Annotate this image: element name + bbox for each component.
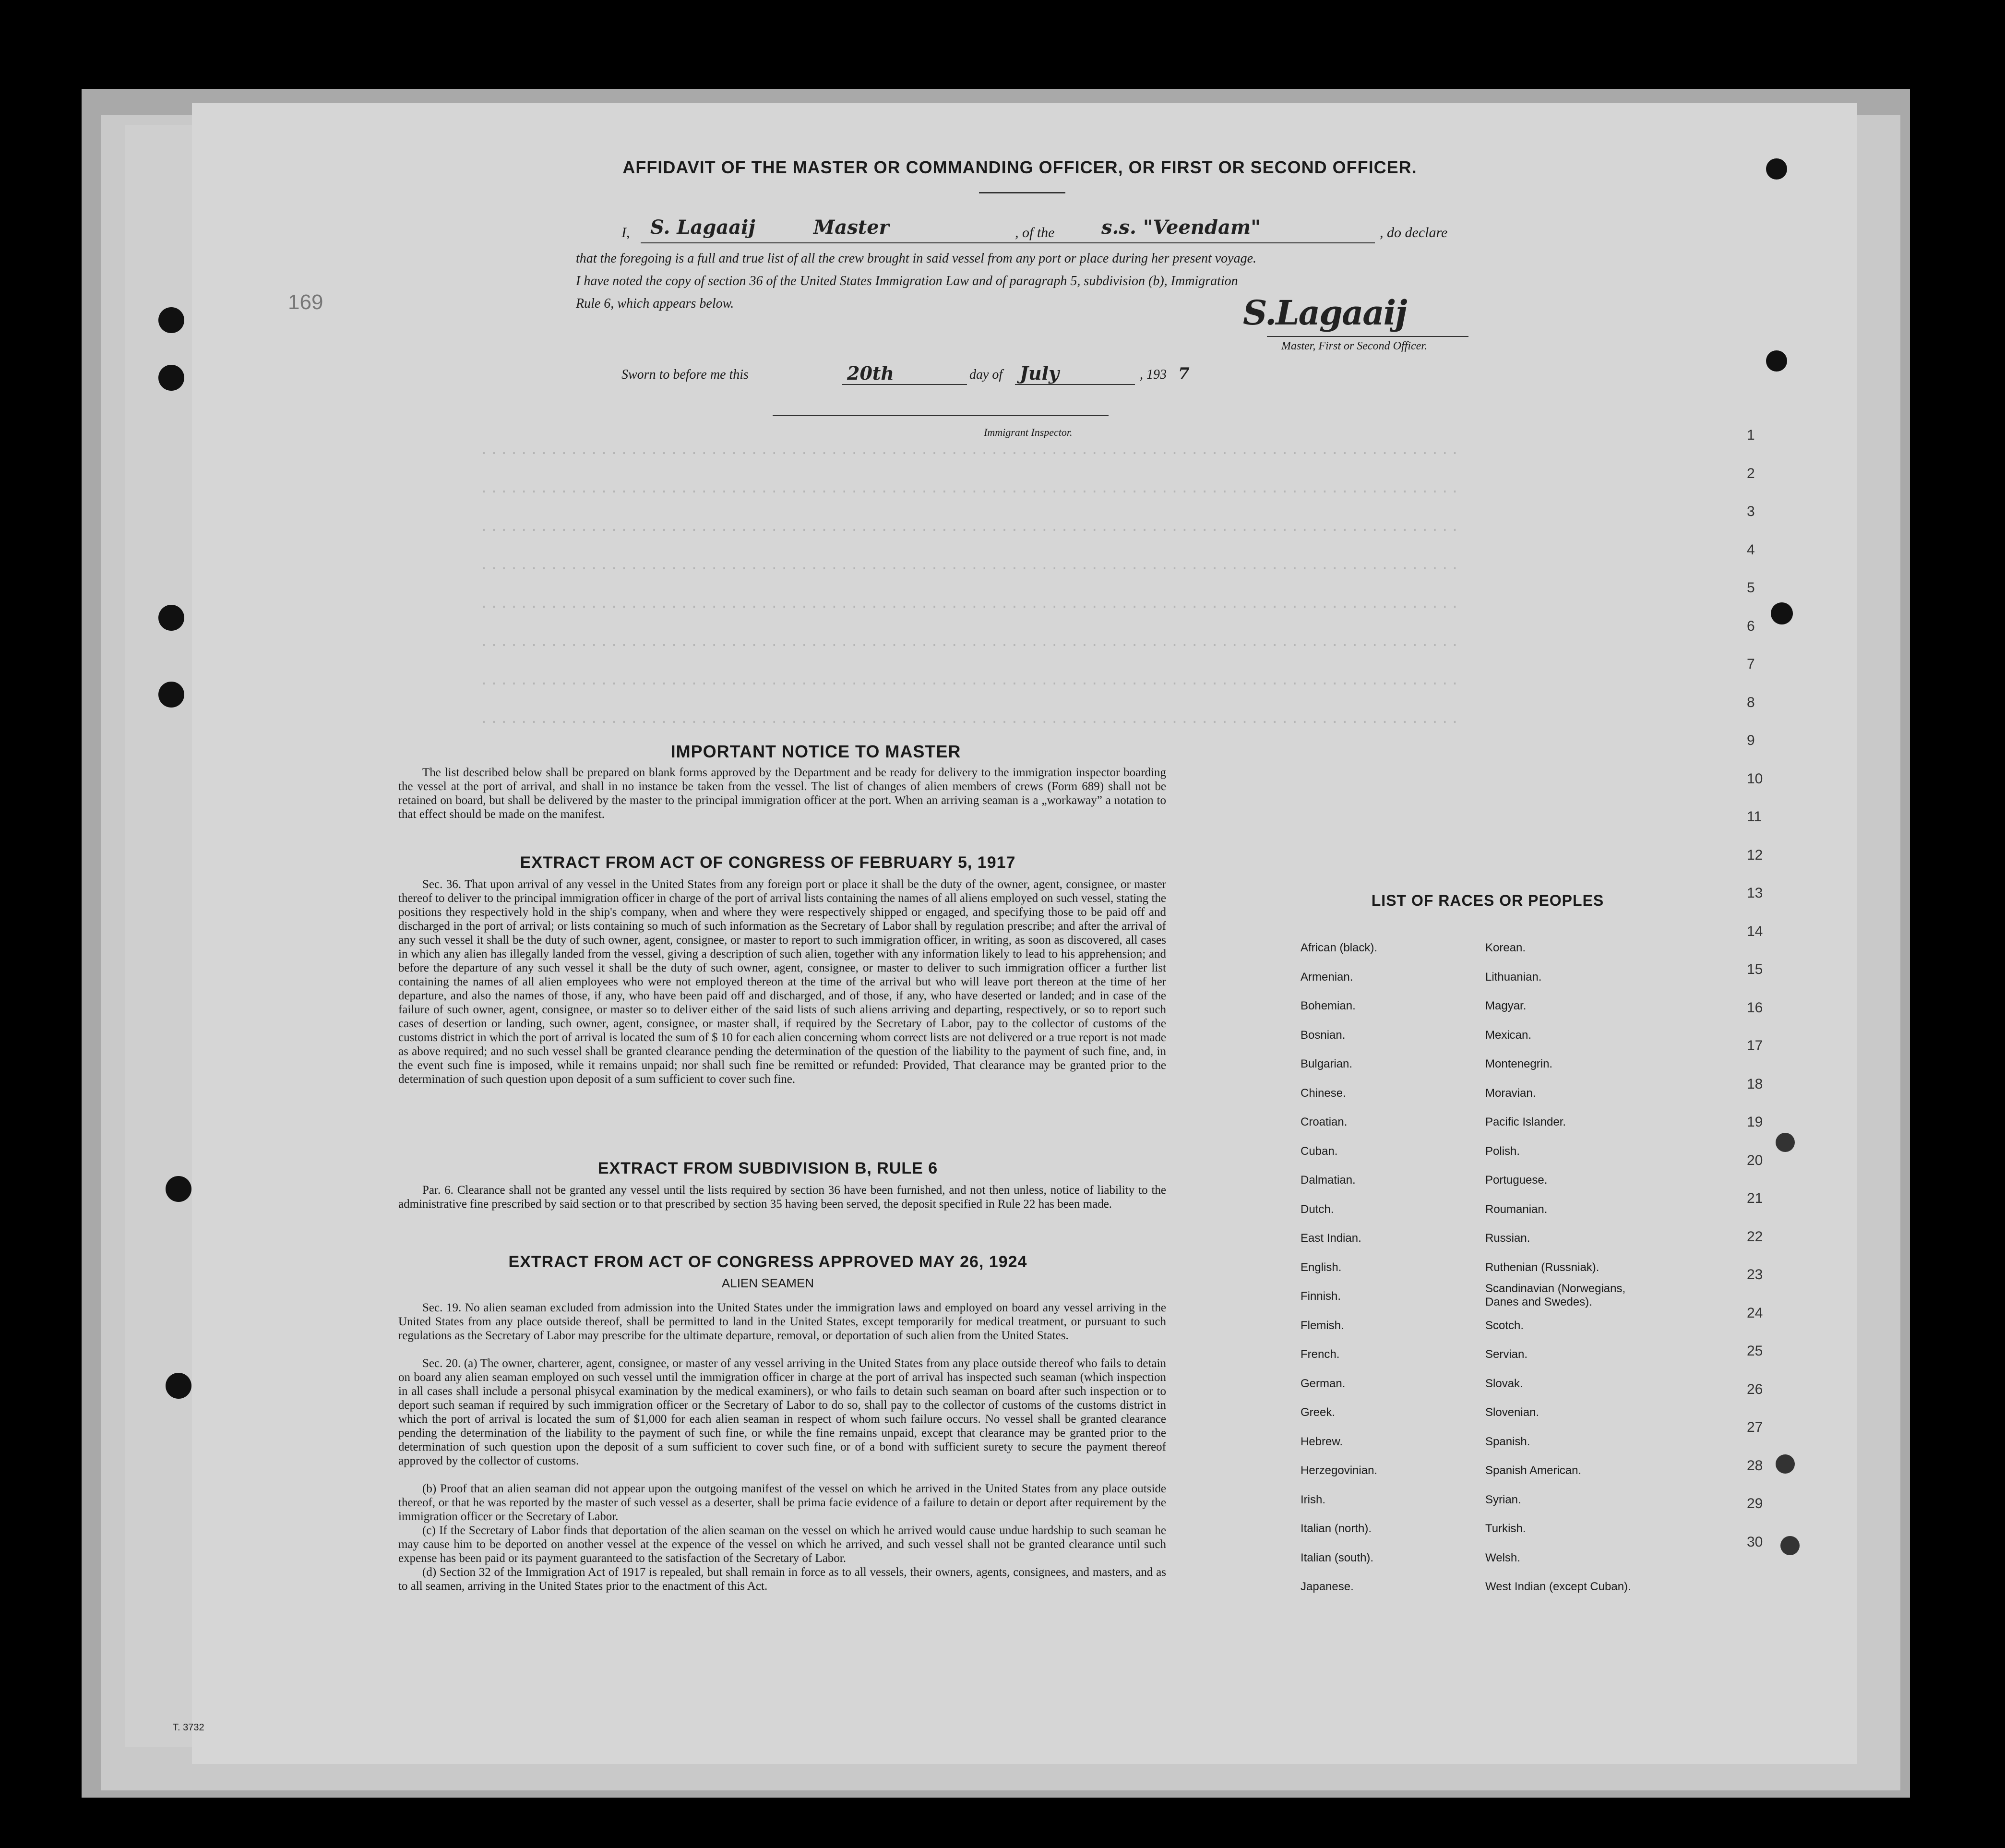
- race-item: English.: [1301, 1260, 1342, 1274]
- punch-hole: [1780, 1536, 1800, 1555]
- row-number: 2: [1747, 465, 1755, 481]
- row-number: 19: [1747, 1114, 1763, 1130]
- race-item: Bohemian.: [1301, 999, 1356, 1012]
- row-number: 9: [1747, 732, 1755, 748]
- race-item: Finnish.: [1301, 1290, 1341, 1303]
- row-number: 7: [1747, 656, 1755, 672]
- punch-hole: [1771, 602, 1793, 624]
- race-item: Spanish American.: [1485, 1464, 1582, 1477]
- of-the-label: , of the: [1015, 225, 1055, 240]
- row-number: 5: [1747, 580, 1755, 596]
- bleed-through-text: ..................................................................................................: [480, 518, 1461, 534]
- race-item: Chinese.: [1301, 1086, 1346, 1100]
- race-item: Moravian.: [1485, 1086, 1536, 1100]
- act-1924-title: EXTRACT FROM ACT OF CONGRESS APPROVED MAY 26, 1924: [508, 1253, 1027, 1271]
- act-1924-subtitle: ALIEN SEAMEN: [721, 1276, 814, 1290]
- race-item: Herzegovinian.: [1301, 1464, 1378, 1477]
- race-item: Syrian.: [1485, 1493, 1521, 1506]
- race-item: African (black).: [1301, 941, 1378, 954]
- row-number: 18: [1747, 1076, 1763, 1092]
- fill-rule: [1015, 384, 1135, 385]
- rule-6-title: EXTRACT FROM SUBDIVISION B, RULE 6: [597, 1159, 938, 1177]
- row-number: 25: [1747, 1343, 1763, 1359]
- year-suffix: 7: [1178, 364, 1190, 384]
- row-number: 4: [1747, 541, 1755, 558]
- race-item: Armenian.: [1301, 970, 1353, 984]
- row-number: 6: [1747, 618, 1755, 634]
- race-item: Italian (south).: [1301, 1551, 1374, 1564]
- race-item: Montenegrin.: [1485, 1057, 1553, 1070]
- year-prefix: , 193: [1140, 367, 1167, 382]
- day-of-label: day of: [969, 367, 1003, 382]
- punch-hole: [166, 1373, 191, 1399]
- sheet-number: 169: [288, 290, 323, 314]
- do-declare-label: , do declare: [1380, 225, 1448, 240]
- row-number: 21: [1747, 1190, 1763, 1206]
- vessel-name: s.s. "Veendam": [1101, 216, 1261, 239]
- race-item: Scotch.: [1485, 1319, 1524, 1332]
- inspector-caption: Immigrant Inspector.: [984, 426, 1073, 438]
- race-item: Slovak.: [1485, 1377, 1523, 1390]
- row-number: 20: [1747, 1152, 1763, 1168]
- race-item: Ruthenian (Russniak).: [1485, 1260, 1599, 1274]
- races-title: LIST OF RACES OR PEOPLES: [1371, 892, 1604, 909]
- row-number: 28: [1747, 1457, 1763, 1474]
- row-number: 26: [1747, 1381, 1763, 1397]
- act-1924-sec20c: (c) If the Secretary of Labor finds that deportation of the alien seaman on the vessel on which he arrived would cause undue hardship to such seaman he may cause him to be deported on another vessel at the expence of the vessel on which he arrived, and such vessel shall not be granted clearance until such expense has been paid or its payment guaranteed to the satisfaction of the Secretary of Labor.: [398, 1524, 1166, 1565]
- race-item: Portuguese.: [1485, 1174, 1548, 1187]
- race-item: Magyar.: [1485, 999, 1527, 1012]
- race-item: Dutch.: [1301, 1202, 1334, 1216]
- row-number: 13: [1747, 885, 1763, 901]
- race-item: Bulgarian.: [1301, 1057, 1353, 1070]
- row-number: 15: [1747, 961, 1763, 977]
- sworn-month: July: [1020, 362, 1060, 384]
- form-code: T. 3732: [173, 1722, 204, 1733]
- row-number: 29: [1747, 1496, 1763, 1512]
- race-item: Servian.: [1485, 1348, 1528, 1361]
- affidavit-line2: that the foregoing is a full and true list of all the crew brought in said vessel from any port or place during her present voyage.: [576, 251, 1257, 266]
- bleed-through-text: ..................................................................................................: [480, 480, 1461, 496]
- race-item: Mexican.: [1485, 1028, 1532, 1042]
- row-number: 3: [1747, 504, 1755, 519]
- inspector-rule: [773, 415, 1109, 416]
- race-item: Spanish.: [1485, 1435, 1530, 1448]
- act-1924-sec20b: (b) Proof that an alien seaman did not appear upon the outgoing manifest of the vessel on which he arrived in the United States from any place outside thereof, or that he was reported by the master of such vessel as a deserter, shall be prima facie evidence of a failure to detain or deport after requirement by the immigration officer or the Secretary of Labor.: [398, 1482, 1166, 1523]
- race-item: German.: [1301, 1377, 1346, 1390]
- signature-caption: Master, First or Second Officer.: [1281, 340, 1427, 352]
- race-item: Hebrew.: [1301, 1435, 1343, 1448]
- signature-rule: [1267, 336, 1468, 337]
- races-right-column: [1485, 934, 1696, 1602]
- race-item: Welsh.: [1485, 1551, 1520, 1564]
- race-item: Flemish.: [1301, 1319, 1344, 1332]
- race-item: Dalmatian.: [1301, 1174, 1356, 1187]
- race-item: Lithuanian.: [1485, 970, 1542, 984]
- bleed-through-text: ..................................................................................................: [480, 557, 1461, 573]
- punch-hole: [158, 682, 184, 708]
- punch-hole: [158, 365, 184, 391]
- row-number: 14: [1747, 923, 1763, 939]
- race-item: Korean.: [1485, 941, 1526, 954]
- race-item: Turkish.: [1485, 1522, 1526, 1535]
- punch-hole: [1776, 1133, 1795, 1152]
- row-number: 27: [1747, 1419, 1763, 1435]
- notice-title: IMPORTANT NOTICE TO MASTER: [670, 742, 961, 761]
- underlying-sheet-margin: [125, 125, 193, 1747]
- act-1917-title: EXTRACT FROM ACT OF CONGRESS OF FEBRUARY 5, 1917: [520, 853, 1016, 872]
- row-number: 10: [1747, 770, 1763, 787]
- i-label: I,: [621, 225, 630, 240]
- punch-hole: [158, 605, 184, 631]
- master-rank: Master: [813, 216, 889, 239]
- race-item: Cuban.: [1301, 1144, 1338, 1158]
- row-number: 8: [1747, 694, 1755, 710]
- sworn-day: 20th: [847, 362, 895, 384]
- race-item: Italian (north).: [1301, 1522, 1372, 1535]
- fill-rule: [842, 384, 967, 385]
- master-name: S. Lagaaij: [650, 216, 755, 239]
- affidavit-line1: [621, 216, 1480, 245]
- race-item: West Indian (except Cuban).: [1485, 1580, 1631, 1593]
- punch-hole: [1776, 1454, 1795, 1474]
- affidavit-title: AFFIDAVIT OF THE MASTER OR COMMANDING OFFICER, OR FIRST OR SECOND OFFICER.: [622, 157, 1417, 177]
- master-signature: S.Lagaaij: [1243, 293, 1407, 333]
- bleed-through-text: ..................................................................................................: [480, 442, 1461, 457]
- race-item: Bosnian.: [1301, 1028, 1346, 1042]
- bleed-through-text: ..................................................................................................: [480, 634, 1461, 649]
- race-item: Scandinavian (Norwegians, Danes and Swedes).: [1485, 1282, 1626, 1308]
- race-item: Pacific Islander.: [1485, 1116, 1566, 1128]
- punch-hole: [158, 307, 184, 333]
- bleed-through-text: ..................................................................................................: [480, 595, 1461, 611]
- row-number: 16: [1747, 999, 1763, 1016]
- race-item: Irish.: [1301, 1493, 1326, 1506]
- race-item: Slovenian.: [1485, 1406, 1540, 1419]
- act-1924-sec20d: (d) Section 32 of the Immigration Act of 1917 is repealed, but shall remain in force as to all vessels, their owners, agents, consignees, and masters, and as to all seamen, arriving in the United States prior to the enactment of this Act.: [398, 1566, 1166, 1593]
- fill-rule: [641, 242, 1375, 243]
- rule-6-text: Par. 6. Clearance shall not be granted any vessel until the lists required by section 36 have been furnished, and not then unless, notice of liability to the administrative fine prescribed by said section or to that prescribed by section 35 having been served, the deposit specified in Rule 22 has been made.: [398, 1184, 1166, 1211]
- affidavit-line4: Rule 6, which appears below.: [576, 296, 734, 311]
- act-1924-sec20a: Sec. 20. (a) The owner, charterer, agent, consignee, or master of any vessel arriving in the United States from any place outside thereof who fails to detain on board any alien seaman employed on such vessel until the immigration officer in charge at the port of arrival has inspected such seaman (which inspection in all cases shall include a personal phisycal examination by the medical examiners), or who fails to detain such seaman on board after such inspection or to deport such seaman if required by such immigration officer or the Secretary of Labor to do so, shall pay to the collector of customs of the customs district in which the port of arrival is located the sum of $1,000 for each alien seaman in respect of whom such failure occurs. No vessel shall be granted clearance pending the determination of the liability to the payment of such fine, or while the fine remains unpaid, except that clearance may be granted prior to the determination of such question upon the deposit of a sum sufficient to cover such fine, or of a bond with sufficient surety to secure the payment thereof approved by the collector of customs.: [398, 1357, 1166, 1467]
- row-number: 22: [1747, 1228, 1763, 1245]
- act-1924-sec19: Sec. 19. No alien seaman excluded from admission into the United States under the immigration laws and employed on board any vessel arriving in the United States from any place outside thereof, shall be permitted to land in the United States, except temporarily for medical treatment, or pursuant to such regulations as the Secretary of Labor may prescribe for the ultimate departure, removal, or deportation of such alien from the United States.: [398, 1301, 1166, 1342]
- affidavit-line3: I have noted the copy of section 36 of the United States Immigration Law and of paragraph 5, subdivision (b), Immigration: [576, 274, 1238, 288]
- row-number: 1: [1747, 427, 1755, 443]
- act-1917-text: Sec. 36. That upon arrival of any vessel in the United States from any foreign port or place it shall be the duty of the owner, agent, consignee, or master thereof to deliver to the principal immigration officer in charge of the port of arrival lists containing the names of all aliens employed on such vessel, stating the positions they respectively hold in the ship's company, when and where they were respectively shipped or engaged, and specifying those to be paid off and discharged in the port of arrival; or lists containing so much of such information as the Secretary of Labor shall by regulation prescribe; and after the arrival of any such vessel it shall be the duty of such owner, agent, consignee, or master to report to such immigration officer, in writing, as soon as discovered, all cases in which any alien has illegally landed from the vessel, giving a description of such alien, together with any information likely to lead to his apprehension; and before the departure of any such vessel it shall be the duty of such owner, agent, consignee, or master to deliver to such immigration officer a further list containing the names of all alien employees who were not employed thereon at the time of the arrival but who will leave port thereon at the time of her departure, and also the names of those, if any, who have been paid off and discharged, and of those, if any, who have deserted or landed; and in case of the failure of such owner, agent, consignee, or master so to deliver either of the said lists of such aliens arriving and departing, respectively, or so to report such cases of desertion or landing, such owner, agent, consignee, or master shall, if required by the Secretary of Labor, pay to the collector of customs of the customs district in which the port of arrival is located the sum of $ 10 for each alien concerning whom correct lists are not delivered or a true report is not made as above required; and no such vessel shall be granted clearance pending the determination of the question of the liability to the payment of such fine, and, in the event such fine is imposed, while it remains unpaid; nor shall such fine be remitted or refunded: Provided, That clearance may be granted prior to the determination of such question upon deposit of a sum sufficient to cover such fine.: [398, 878, 1166, 1086]
- row-number: 12: [1747, 847, 1763, 863]
- bleed-through-text: ..................................................................................................: [480, 710, 1461, 726]
- punch-hole: [166, 1176, 191, 1202]
- bleed-through-text: ..................................................................................................: [480, 672, 1461, 688]
- race-item: Russian.: [1485, 1232, 1530, 1245]
- row-number: 23: [1747, 1267, 1763, 1283]
- race-item: Croatian.: [1301, 1116, 1348, 1128]
- punch-hole: [1766, 350, 1787, 372]
- punch-hole: [1766, 158, 1787, 180]
- race-item: French.: [1301, 1348, 1340, 1361]
- race-item: Polish.: [1485, 1144, 1520, 1158]
- row-number: 24: [1747, 1305, 1763, 1321]
- row-number: 17: [1747, 1038, 1763, 1054]
- race-item: Greek.: [1301, 1406, 1336, 1419]
- sworn-line: [621, 362, 1245, 391]
- row-number: 30: [1747, 1534, 1763, 1550]
- row-number: 11: [1747, 809, 1762, 825]
- race-item: East Indian.: [1301, 1232, 1361, 1245]
- sworn-label: Sworn to before me this: [621, 367, 749, 382]
- title-rule: [979, 192, 1065, 193]
- race-item: Roumanian.: [1485, 1202, 1548, 1216]
- race-item: Japanese.: [1301, 1580, 1354, 1593]
- notice-text: The list described below shall be prepared on blank forms approved by the Department and be ready for delivery to the immigration inspector boarding the vessel at the port of arrival, and shall in no instance be taken from the vessel. The list of changes of alien members of crews (Form 689) shall not be retained on board, but shall be delivered by the master to the principal immigration officer at the port. When an arriving seaman is a „workaway” a notation to that effect should be made on the manifest.: [398, 766, 1166, 821]
- races-left-column: [1301, 934, 1377, 1602]
